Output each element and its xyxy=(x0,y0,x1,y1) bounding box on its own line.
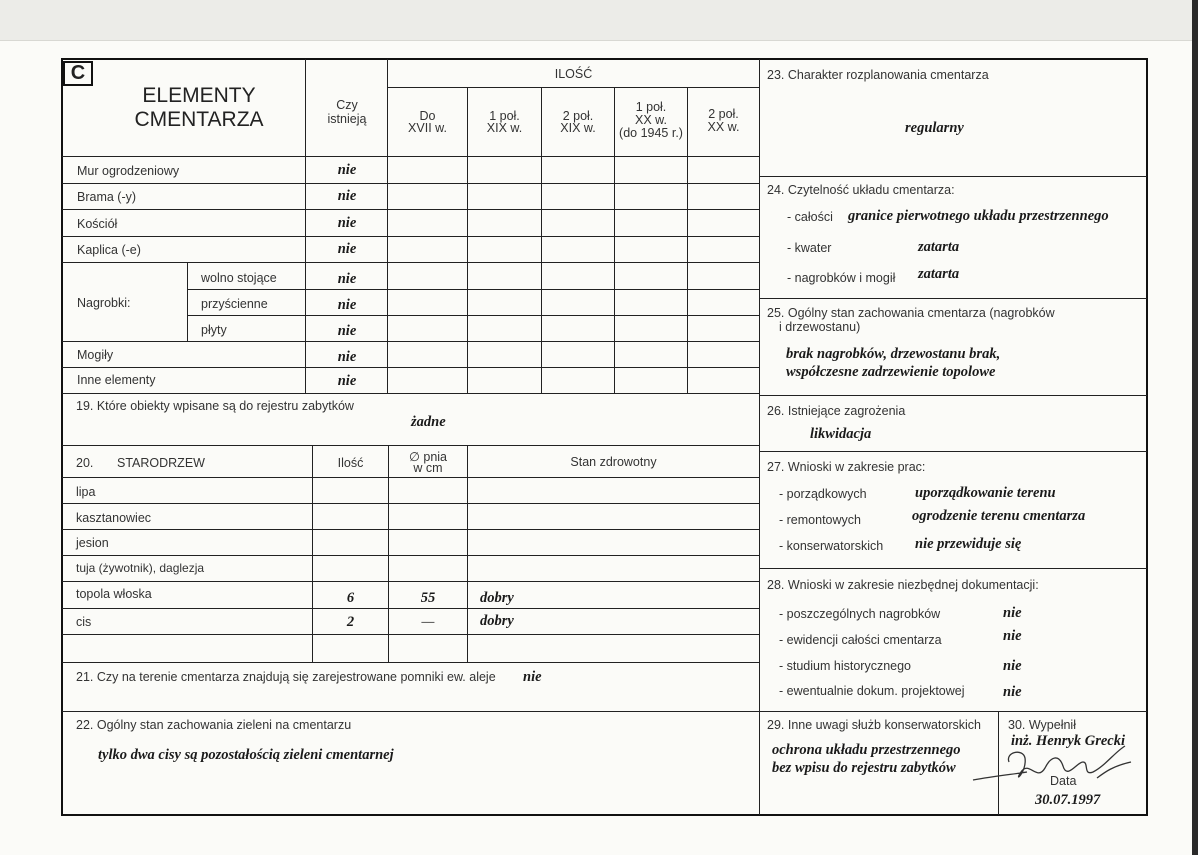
tree-row-lipa: lipa xyxy=(76,485,96,499)
q27-item-porzadkowych: - porządkowych xyxy=(779,487,867,501)
scan-top-band xyxy=(0,0,1198,41)
element-label-mogily: Mogiły xyxy=(77,348,114,362)
q28-item-4: - ewentualnie dokum. projektowej xyxy=(779,684,965,698)
q20-number: 20. xyxy=(76,456,94,470)
period-header-5: 2 poł. XX w. xyxy=(707,107,740,134)
element-label-przyscienne: przyścienne xyxy=(201,297,268,311)
q24-item-kwater: - kwater xyxy=(787,241,832,255)
ilosc-header: ILOŚĆ xyxy=(554,67,593,81)
element-label-brama: Brama (-y) xyxy=(77,190,137,204)
tree-cis-stan: dobry xyxy=(480,613,514,629)
section-letter: C xyxy=(63,61,93,86)
tree-topola-ilosc: 6 xyxy=(346,590,355,606)
period-header-1: Do XVII w. xyxy=(408,109,447,135)
elements-title: ELEMENTY CMENTARZA xyxy=(134,84,264,131)
q27-item-konserwatorskich: - konserwatorskich xyxy=(779,539,884,553)
q30-name: inż. Henryk Grecki xyxy=(1011,733,1125,749)
q23-label: 23. Charakter rozplanowania cmentarza xyxy=(767,68,989,82)
period-header-2: 1 poł. XIX w. xyxy=(486,109,523,135)
q27-value-konserwatorskich: nie przewiduje się xyxy=(915,536,1022,552)
tree-row-jesion: jesion xyxy=(76,536,109,550)
q25-label: 25. Ogólny stan zachowania cmentarza (nagrobków i drzewostanu) xyxy=(767,306,1055,334)
q30-label: 30. Wypełnił xyxy=(1008,718,1076,732)
q28-item-1: - poszczególnych nagrobków xyxy=(779,607,941,621)
tree-row-kasztanowiec: kasztanowiec xyxy=(76,511,152,525)
element-value-inne: nie xyxy=(337,373,357,389)
signature xyxy=(965,732,1145,792)
element-value-wolno-stojace: nie xyxy=(337,271,357,287)
q22-label: 22. Ogólny stan zachowania zieleni na cmentarzu xyxy=(76,718,352,732)
tree-row-cis: cis xyxy=(76,615,92,629)
q27-label: 27. Wnioski w zakresie prac: xyxy=(767,460,926,474)
element-value-plyty: nie xyxy=(337,323,357,339)
period-header-4: 1 poł. XX w. (do 1945 r.) xyxy=(619,100,683,140)
q24-label: 24. Czytelność układu cmentarza: xyxy=(767,183,955,197)
q22-value: tylko dwa cisy są pozostałością zieleni cmentarnej xyxy=(98,747,394,763)
q20-col-ilosc: Ilość xyxy=(337,456,364,470)
element-value-kosciol: nie xyxy=(337,215,357,231)
q21-label: 21. Czy na terenie cmentarza znajdują się zarejestrowane pomniki ew. aleje xyxy=(76,670,496,684)
q27-item-remontowych: - remontowych xyxy=(779,513,861,527)
tree-row-topola: topola włoska xyxy=(76,587,152,601)
q26-value: likwidacja xyxy=(810,426,872,442)
q29-value: ochrona układu przestrzennego bez wpisu do rejestru zabytków xyxy=(772,742,961,776)
tree-cis-ilosc: 2 xyxy=(346,614,355,630)
q20-col-pnia: ∅ pnia w cm xyxy=(409,450,447,475)
period-header-3: 2 poł. XIX w. xyxy=(560,109,596,135)
form-frame xyxy=(61,58,1148,816)
q23-value: regularny xyxy=(905,120,964,136)
q24-value-nagrobkow: zatarta xyxy=(918,266,960,282)
scan-right-edge xyxy=(1192,0,1198,855)
q28-label: 28. Wnioski w zakresie niezbędnej dokumentacji: xyxy=(767,578,1039,592)
q28-item-3: - studium historycznego xyxy=(779,659,912,673)
tree-row-tuja: tuja (żywotnik), daglezja xyxy=(76,561,205,575)
q19-label: 19. Które obiekty wpisane są do rejestru zabytków xyxy=(76,399,354,413)
q28-value-1: nie xyxy=(1003,605,1022,621)
q28-value-3: nie xyxy=(1003,658,1022,674)
czy-istnieja-header: Czy istnieją xyxy=(327,98,367,126)
q26-label: 26. Istniejące zagrożenia xyxy=(767,404,906,418)
q28-item-2: - ewidencji całości cmentarza xyxy=(779,633,942,647)
element-label-inne: Inne elementy xyxy=(77,373,156,387)
element-value-mur: nie xyxy=(337,162,357,178)
q25-value: brak nagrobków, drzewostanu brak, współczesne zadrzewienie topolowe xyxy=(786,346,1001,380)
q27-value-remontowych: ogrodzenie terenu cmentarza xyxy=(912,508,1086,524)
element-label-kaplica: Kaplica (-e) xyxy=(77,243,141,257)
q21-value: nie xyxy=(523,669,542,685)
tree-topola-stan: dobry xyxy=(480,590,514,606)
q30-date-label: Data xyxy=(1050,774,1077,788)
nagrobki-label: Nagrobki: xyxy=(77,296,131,310)
element-value-brama: nie xyxy=(337,188,357,204)
q19-value: żadne xyxy=(411,414,446,430)
element-label-wolno-stojace: wolno stojące xyxy=(201,271,277,285)
element-label-plyty: płyty xyxy=(201,323,227,337)
q24-item-calosci: - całości xyxy=(787,210,833,224)
q24-value-kwater: zatarta xyxy=(918,239,960,255)
q28-value-2: nie xyxy=(1003,628,1022,644)
element-label-kosciol: Kościół xyxy=(77,217,118,231)
element-value-kaplica: nie xyxy=(337,241,357,257)
q24-value-calosci: granice pierwotnego układu przestrzennego xyxy=(848,208,1109,224)
q30-date: 30.07.1997 xyxy=(1035,792,1101,808)
element-value-mogily: nie xyxy=(337,349,357,365)
tree-topola-pien: 55 xyxy=(420,590,436,606)
q27-value-porzadkowych: uporządkowanie terenu xyxy=(915,485,1056,501)
q24-item-nagrobkow: - nagrobków i mogił xyxy=(787,271,896,285)
q20-title: STARODRZEW xyxy=(117,456,205,470)
element-value-przyscienne: nie xyxy=(337,297,357,313)
q29-label: 29. Inne uwagi służb konserwatorskich xyxy=(767,718,982,732)
tree-cis-pien: — xyxy=(421,614,435,630)
element-label-mur: Mur ogrodzeniowy xyxy=(77,164,180,178)
q20-col-stan: Stan zdrowotny xyxy=(570,455,657,469)
divider-main xyxy=(759,59,760,815)
q28-value-4: nie xyxy=(1003,684,1022,700)
